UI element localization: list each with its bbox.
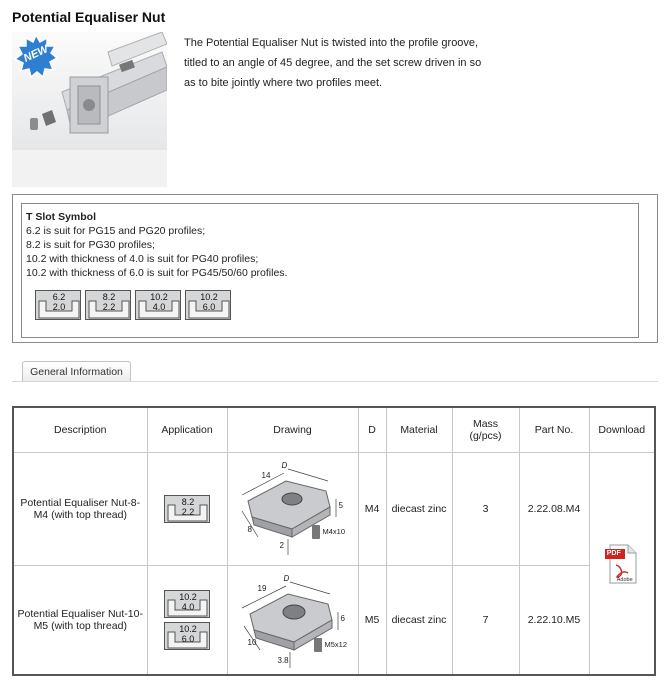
tslot-line: 6.2 is suit for PG15 and PG20 profiles; (26, 225, 206, 237)
row-material: diecast zinc (386, 566, 452, 676)
screw-size-label: M4x10 (322, 527, 346, 536)
tslot-symbol (164, 622, 210, 650)
row-mass: 3 (452, 453, 519, 566)
tslot-symbol-thickness: 6.0 (181, 634, 195, 644)
col-header-application: Application (147, 407, 227, 453)
product-table (12, 406, 656, 676)
tslot-symbol-thickness: 4.0 (152, 302, 166, 312)
row-drawing (227, 453, 358, 566)
table-row (13, 566, 655, 676)
nut-drawing-svg (228, 459, 366, 559)
tslot-symbol-thickness: 6.0 (202, 302, 216, 312)
tslot-symbol-width: 6.2 (52, 292, 66, 302)
drawing-dimension: 8 (247, 525, 252, 534)
tslot-line: 10.2 with thickness of 6.0 is suit for PG45/50/60 profiles. (26, 267, 288, 279)
drawing-label-d: D (283, 574, 290, 583)
download-cell (589, 453, 655, 676)
row-part-no: 2.22.08.M4 (519, 453, 589, 566)
row-drawing (227, 566, 358, 676)
drawing-dimension: 10 (247, 638, 257, 647)
col-header-drawing: Drawing (227, 407, 358, 453)
table-row (13, 453, 655, 566)
tslot-line: 8.2 is suit for PG30 profiles; (26, 239, 155, 251)
drawing-dimension: 19 (257, 584, 267, 593)
screw-size-label: M5x12 (324, 640, 348, 649)
tslot-symbol (164, 590, 210, 618)
row-mass: 7 (452, 566, 519, 676)
new-badge (14, 34, 58, 78)
row-description (13, 566, 147, 676)
row-material: diecast zinc (386, 453, 452, 566)
adobe-label: Adobe (616, 576, 633, 583)
table-header-row (13, 407, 655, 453)
tslot-symbol (35, 290, 81, 320)
tslot-symbol (135, 290, 181, 320)
row-d: M5 (358, 566, 386, 676)
tslot-symbol (164, 495, 210, 523)
row-description (13, 453, 147, 566)
tab-divider (12, 381, 658, 382)
tslot-symbol-thickness: 2.0 (52, 302, 66, 312)
tslot-symbol (185, 290, 231, 320)
col-header-mass (452, 407, 519, 453)
drawing-dimension: 14 (261, 471, 271, 480)
tslot-symbol-thickness: 2.2 (181, 507, 195, 517)
new-badge-label: NEW (21, 43, 51, 65)
col-header-description: Description (13, 407, 147, 453)
tslot-symbol-width: 10.2 (179, 624, 197, 634)
tslot-symbol-width: 10.2 (200, 292, 218, 302)
row-description-text: Potential Equaliser Nut-8-M4 (with top thread) (20, 497, 141, 521)
drawing-dimension: 5 (338, 501, 343, 510)
row-d: M4 (358, 453, 386, 566)
product-photo (12, 32, 167, 187)
drawing-dimension: 6 (340, 614, 345, 623)
col-header-part-no: Part No. (519, 407, 589, 453)
col-header-download: Download (589, 407, 655, 453)
tslot-symbol-width: 10.2 (150, 292, 168, 302)
row-description-text: Potential Equaliser Nut-10-M5 (with top thread) (17, 608, 143, 632)
tslot-symbol-width: 10.2 (179, 592, 197, 602)
tslot-line: 10.2 with thickness of 4.0 is suit for PG40 profiles; (26, 253, 259, 265)
product-description: The Potential Equaliser Nut is twisted into the profile groove, titled to an angle of 45 degree, and the set screw driven in so as to bite jointly where two profiles meet. (184, 37, 482, 89)
tslot-title: T Slot Symbol (26, 211, 97, 223)
tslot-symbol-width: 8.2 (102, 292, 116, 302)
pdf-download-icon[interactable] (602, 541, 642, 587)
tslot-symbol-thickness: 4.0 (181, 602, 195, 612)
row-application (147, 453, 227, 566)
drawing-dimension: 3.8 (277, 656, 289, 665)
tslot-box (12, 194, 658, 343)
nut-drawing (228, 570, 366, 670)
pdf-label: PDF (606, 549, 621, 557)
tslot-symbol (85, 290, 131, 320)
row-part-no: 2.22.10.M5 (519, 566, 589, 676)
col-header-material: Material (386, 407, 452, 453)
drawing-dimension: 2 (279, 541, 284, 550)
tslot-symbol-thickness: 2.2 (102, 302, 116, 312)
page-title: Potential Equaliser Nut (12, 9, 166, 25)
tslot-symbol-width: 8.2 (181, 497, 195, 507)
mass-header-label: Mass (g/pcs) (469, 418, 502, 442)
drawing-label-d: D (281, 461, 288, 470)
tab-general-information[interactable]: General Information (22, 361, 131, 382)
row-application (147, 566, 227, 676)
nut-drawing (228, 459, 366, 559)
col-header-d: D (358, 407, 386, 453)
